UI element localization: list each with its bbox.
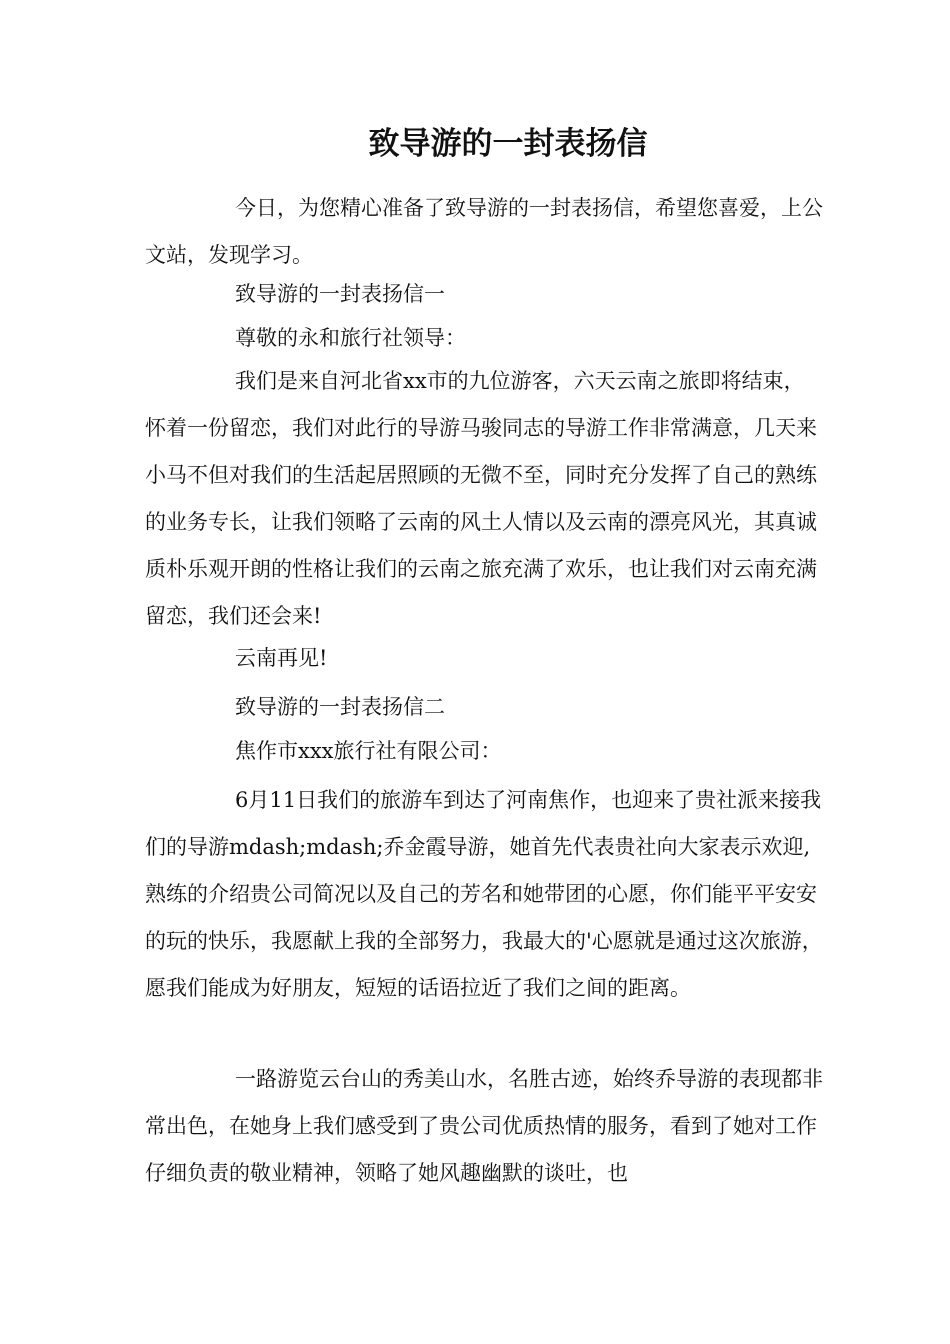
- letter-two-body-2: 一路游览云台山的秀美山水，名胜古迹，始终乔导游的表现都非常出色，在她身上我们感受到了贵公司优质热情的服务，看到了她对工作仔细负责的敬业精神，领略了她风趣幽默的谈吐，也: [145, 1067, 823, 1185]
- letter-two-salutation: 焦作市xxx旅行社有限公司：: [235, 739, 502, 763]
- letter-one-closing: 云南再见!: [235, 646, 328, 670]
- document-title: 致导游的一封表扬信: [368, 126, 648, 162]
- letter-one-salutation: 尊敬的永和旅行社领导：: [235, 326, 466, 350]
- letter-one-heading: 致导游的一封表扬信一: [235, 282, 445, 306]
- letter-two-heading: 致导游的一封表扬信二: [235, 695, 445, 719]
- letter-one-body: 我们是来自河北省xx市的九位游客，六天云南之旅即将结束，怀着一份留恋，我们对此行的导游马骏同志的导游工作非常满意，几天来小马不但对我们的生活起居照顾的无微不至，同时充分发挥了自己的熟练的业务专长，让我们领略了云南的风土人情以及云南的漂亮风光，其真诚质朴乐观开朗的性格让我们的云南之旅充满了欢乐，也让我们对云南充满留恋，我们还会来!: [145, 369, 817, 628]
- intro-paragraph: 今日，为您精心准备了致导游的一封表扬信，希望您喜爱，上公文站，发现学习。: [145, 196, 823, 267]
- letter-two-body-1: 6月11日我们的旅游车到达了河南焦作，也迎来了贵社派来接我们的导游mdash;mdash;乔金霞导游，她首先代表贵社向大家表示欢迎,熟练的介绍贵公司简况以及自己的芳名和她带团的心愿，你们能平平安安的玩的快乐，我愿献上我的全部努力，我最大的'心愿就是通过这次旅游，愿我们能成为好朋友，短短的话语拉近了我们之间的距离。: [145, 788, 823, 1000]
